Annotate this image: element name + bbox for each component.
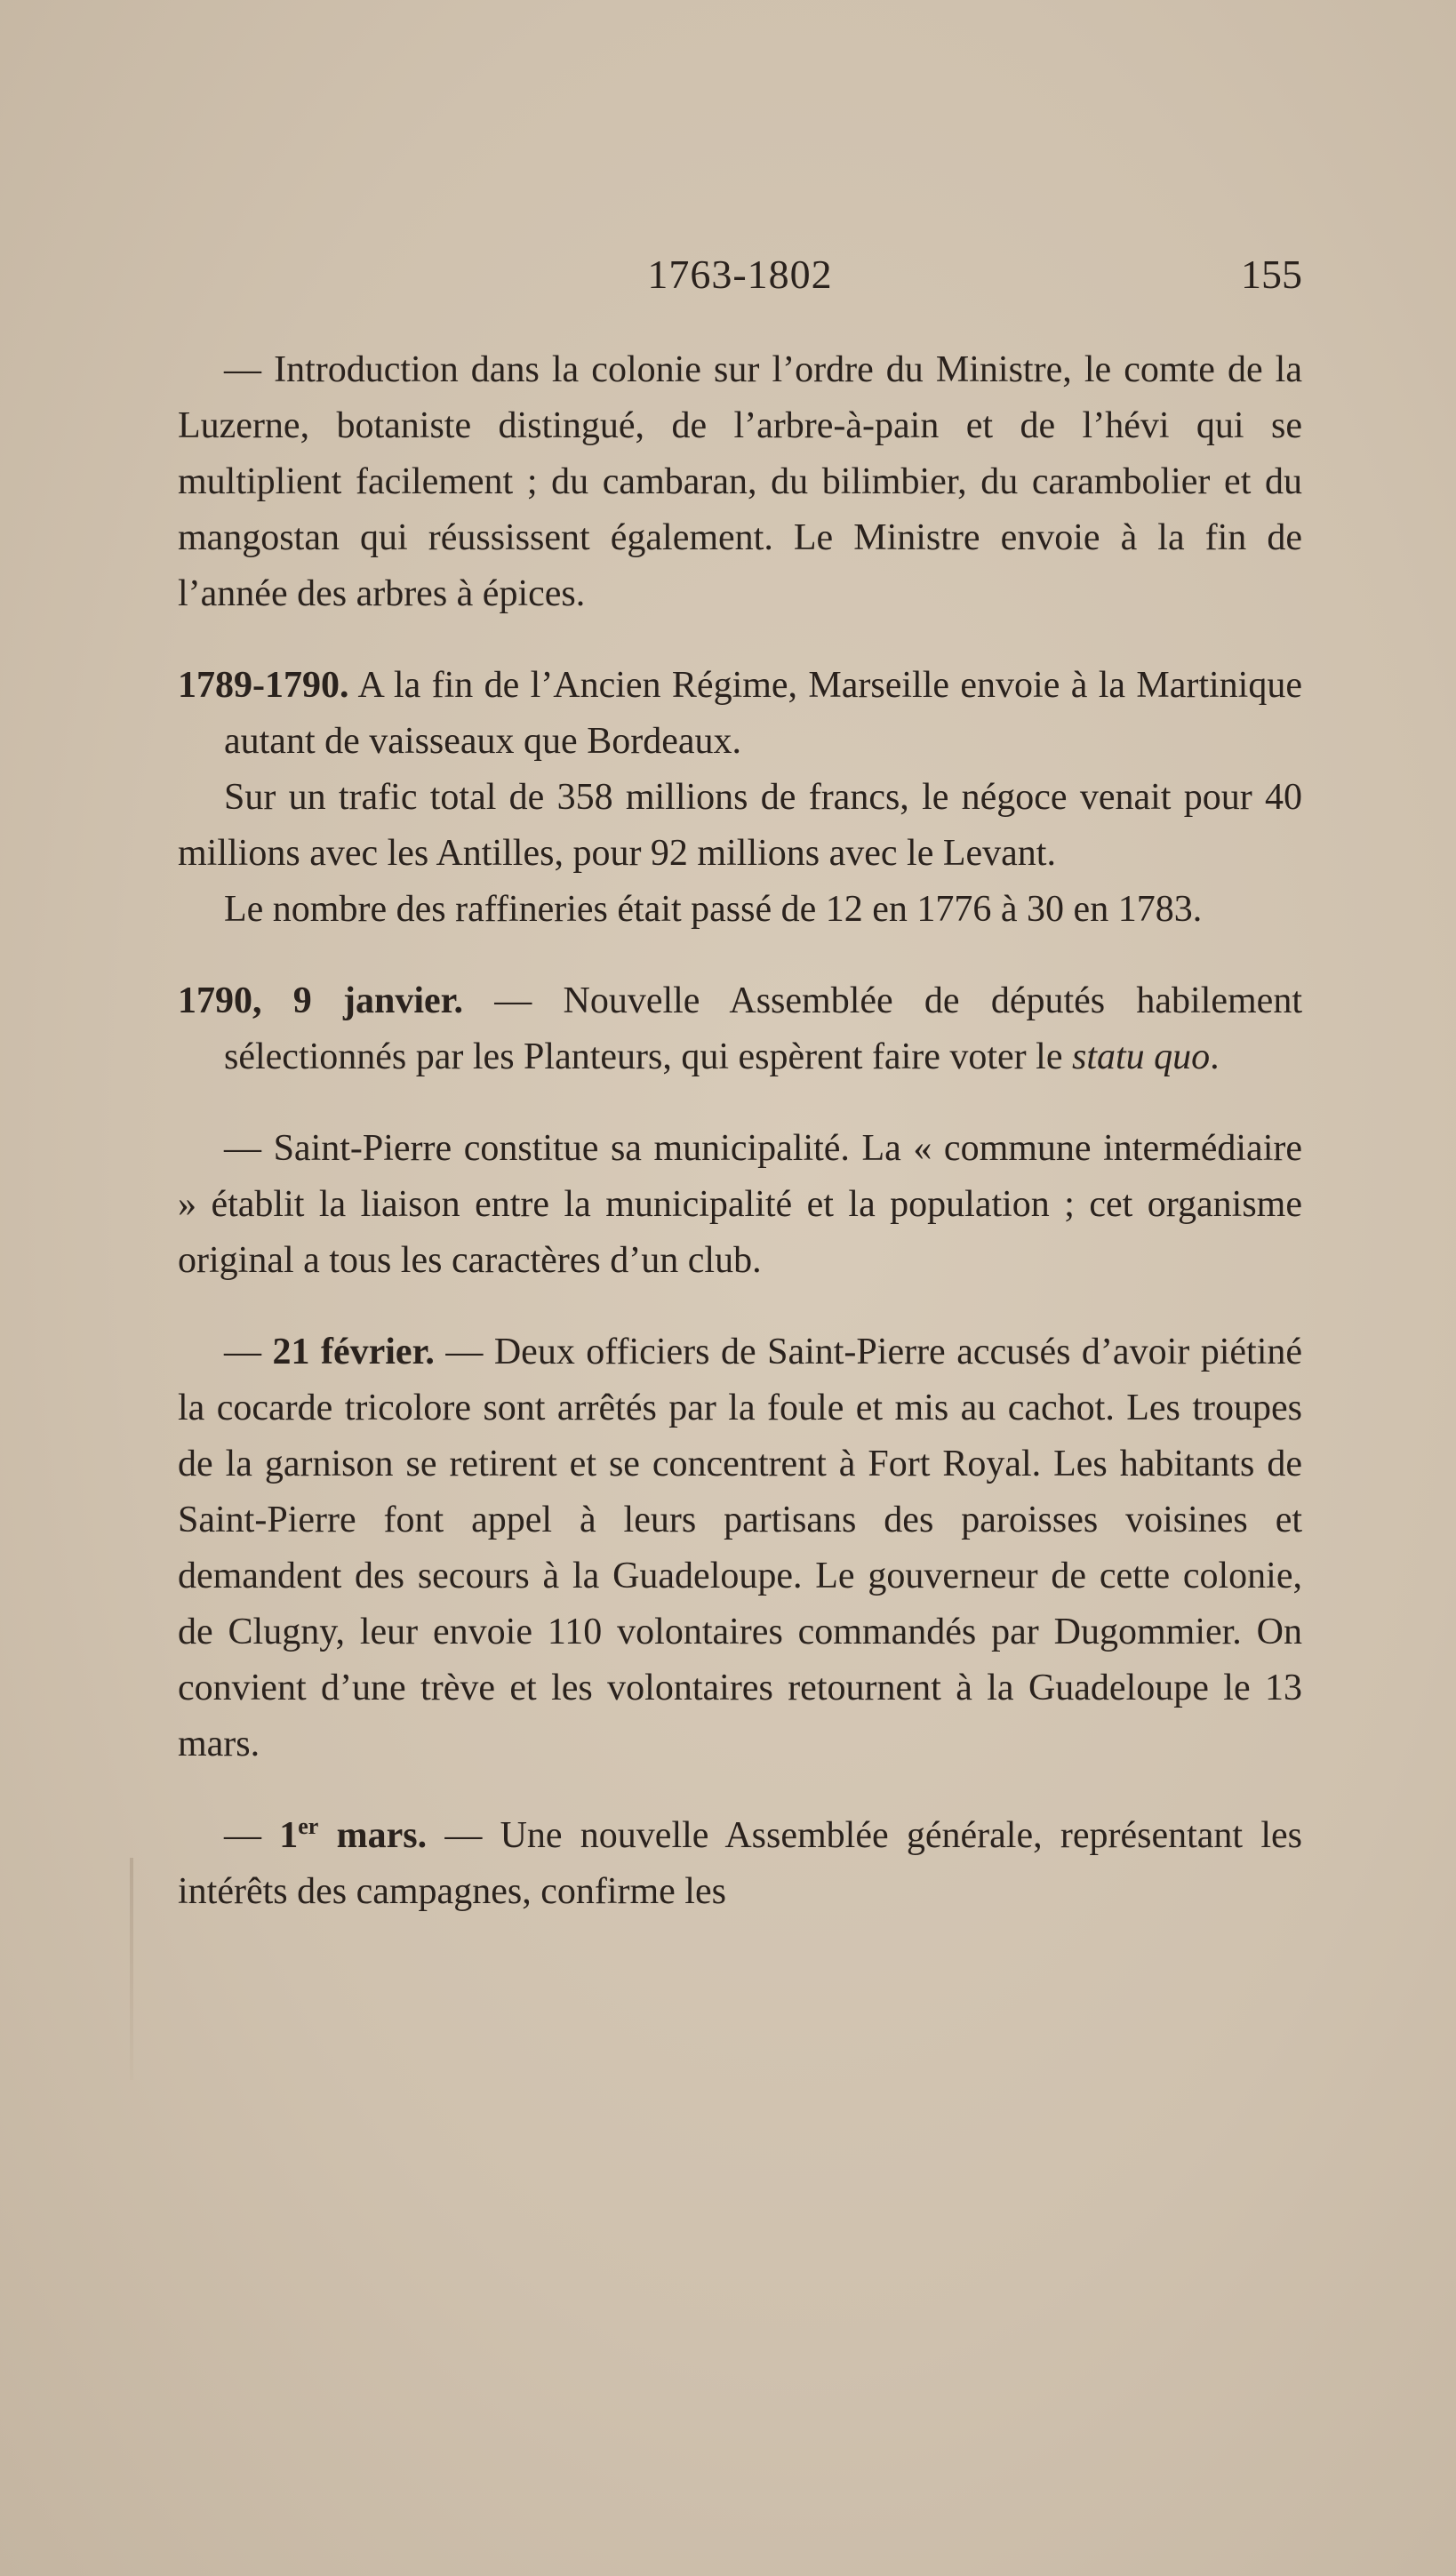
margin-pencil-mark bbox=[130, 1858, 133, 2080]
entry-prefix: — bbox=[224, 1332, 273, 1372]
entry-text: — Nouvelle Assemblée de députés habilement sélectionnés par les Planteurs, qui espèrent faire voter le bbox=[224, 980, 1302, 1077]
entry-1790-janvier bbox=[178, 973, 1302, 1085]
entry-date-superscript: er bbox=[298, 1813, 319, 1839]
page-number: 155 bbox=[1241, 252, 1302, 297]
paragraph-text: — Saint-Pierre constitue sa municipalité. La « commune intermédiaire » établit la liaison entre la municipalité et la population ; cet organisme original a tous les caractères d’un club. bbox=[178, 1128, 1302, 1281]
entry-date: 1790, 9 janvier. bbox=[178, 980, 463, 1021]
entry-text: — Une nouvelle Assemblée générale, représentant les intérêts des campagnes, confirme les bbox=[178, 1815, 1302, 1912]
page-header bbox=[178, 251, 1302, 304]
paragraph-text: — Introduction dans la colonie sur l’ordre du Ministre, le comte de la Luzerne, botaniste distingué, de l’arbre-à-pain et de l’hévi qui se multiplient facilement ; du cambaran, du bilimbier, du carambolier et du mangostan qui réussissent également. Le Ministre envoie à la fin de l’année des arbres à épices. bbox=[178, 349, 1302, 614]
paragraph-text: Sur un trafic total de 358 millions de francs, le négoce venait pour 40 millions avec les Antilles, pour 92 millions avec le Levant. bbox=[178, 777, 1302, 874]
entry-text: — Deux officiers de Saint-Pierre accusés d’avoir piétiné la cocarde tricolore sont arrêtés par la foule et mis au cachot. Les troupes de la garnison se retirent et se concentrent à Fort Royal. Les habitants de Saint-Pierre font appel à leurs partisans des paroisses voisines et demandent des secours à la Guadeloupe. Le gouverneur de cette colonie, de Clugny, leur envoie 110 volontaires commandés par Dugommier. On convient d’une trève et les volontaires retournent à la Guadeloupe le 13 mars. bbox=[178, 1332, 1303, 1764]
entry-date: 1789-1790. bbox=[178, 665, 349, 706]
paragraph-text: Le nombre des raffineries était passé de 12 en 1776 à 30 en 1783. bbox=[224, 889, 1203, 930]
paragraph-raffineries bbox=[178, 882, 1302, 938]
entry-italic-text: statu quo bbox=[1071, 1036, 1211, 1077]
entry-text-end: . bbox=[1210, 1036, 1220, 1077]
entry-text: A la fin de l’Ancien Régime, Marseille envoie à la Martinique autant de vaisseaux que Bordeaux. bbox=[224, 665, 1302, 762]
entry-date bbox=[279, 1815, 427, 1856]
page-body bbox=[178, 342, 1302, 1920]
entry-21-fevrier bbox=[178, 1324, 1302, 1772]
paragraph-trafic bbox=[178, 770, 1302, 882]
running-title: 1763-1802 bbox=[647, 252, 833, 297]
entry-prefix: — bbox=[224, 1815, 280, 1856]
entry-date: 21 février. bbox=[272, 1332, 435, 1372]
entry-date-day: 1 bbox=[279, 1815, 299, 1856]
paragraph-introduction bbox=[178, 342, 1302, 622]
paragraph-municipalite bbox=[178, 1121, 1302, 1289]
entry-date-month: mars. bbox=[318, 1815, 428, 1856]
entry-1789-1790 bbox=[178, 658, 1302, 770]
entry-1er-mars bbox=[178, 1808, 1302, 1920]
